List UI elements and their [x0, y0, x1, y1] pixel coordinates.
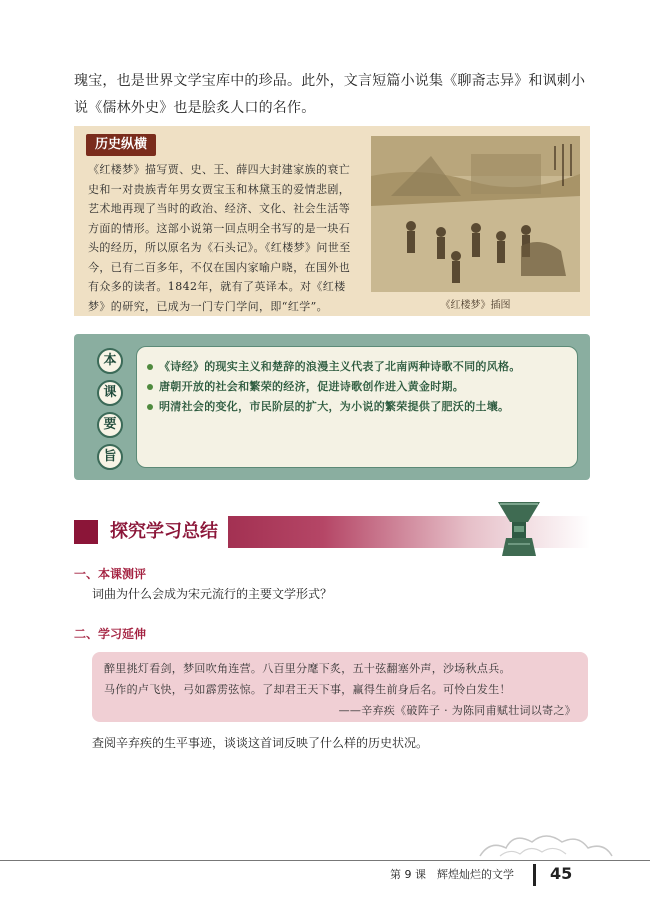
summary-item: [159, 357, 561, 377]
history-tag: 历史纵横: [86, 134, 156, 156]
banner-title: 探究学习总结: [100, 516, 228, 548]
poem-line: 马作的卢飞快，弓如霹雳弦惊。了却君王天下事，赢得生前身后名。可怜白发生！: [104, 683, 511, 696]
page-number: 45: [550, 864, 573, 883]
lesson-summary-box: [74, 334, 590, 480]
footer-rule: [0, 860, 650, 861]
summary-badge: 旨: [97, 444, 123, 470]
intro-paragraph: 瑰宝，也是世界文学宝库中的珍品。此外，文言短篇小说集《聊斋志异》和讽刺小说《儒林外史》也是脍炙人口的名作。: [74, 73, 586, 116]
poem-box: [92, 652, 588, 722]
summary-badge: 要: [97, 412, 123, 438]
section-heading: 二、学习延伸: [74, 627, 147, 641]
history-text: 《红楼梦》描写贾、史、王、薛四大封建家族的衰亡史和一对贵族青年男女贾宝玉和林黛玉的爱情悲剧，艺术地再现了当时的政治、经济、文化、社会生活等方面的情形。这部小说第一回点明全书写的是一块石头的经历，所以原名为《石头记》。《红楼梦》问世至今，已有二百多年，不仅在国内家喻户晓，在国外也有众多的读者。1842年，就有了英译本。对《红楼梦》的研究，已成为一门专门学问，即“红学”。: [88, 163, 351, 313]
summary-item-text: 明清社会的变化，市民阶层的扩大，为小说的繁荣提供了肥沃的土壤。: [159, 400, 510, 413]
section-question: 查阅辛弃疾的生平事迹，谈谈这首词反映了什么样的历史状况。: [92, 736, 429, 750]
illustration-image: [371, 136, 580, 292]
poem-line: 醉里挑灯看剑，梦回吹角连营。八百里分麾下炙，五十弦翻塞外声，沙场秋点兵。: [104, 662, 511, 675]
summary-badge: 本: [97, 348, 123, 374]
summary-item-text: 《诗经》的现实主义和楚辞的浪漫主义代表了北南两种诗歌不同的风格。: [159, 360, 521, 373]
poem-source: ——辛弃疾《破阵子 · 为陈同甫赋壮词以寄之》: [338, 704, 576, 717]
history-box: [74, 126, 590, 316]
bullet-icon: [147, 404, 153, 410]
footer-lesson-title: 第 9 课 辉煌灿烂的文学: [390, 868, 514, 881]
section-question: 词曲为什么会成为宋元流行的主要文学形式？: [92, 587, 333, 601]
summary-item: [159, 397, 561, 417]
bullet-icon: [147, 364, 153, 370]
bronze-vessel-icon: [490, 498, 548, 560]
summary-panel: [136, 346, 578, 468]
summary-item-text: 唐朝开放的社会和繁荣的经济，促进诗歌创作进入黄金时期。: [159, 380, 465, 393]
banner-square-icon: [74, 520, 98, 544]
cloud-ornament-icon: [470, 826, 620, 862]
illustration-caption: 《红楼梦》插图: [440, 300, 511, 311]
section-heading: 一、本课测评: [74, 567, 147, 581]
footer-divider: [533, 864, 536, 886]
summary-badge: 课: [97, 380, 123, 406]
bullet-icon: [147, 384, 153, 390]
summary-item: [159, 377, 561, 397]
